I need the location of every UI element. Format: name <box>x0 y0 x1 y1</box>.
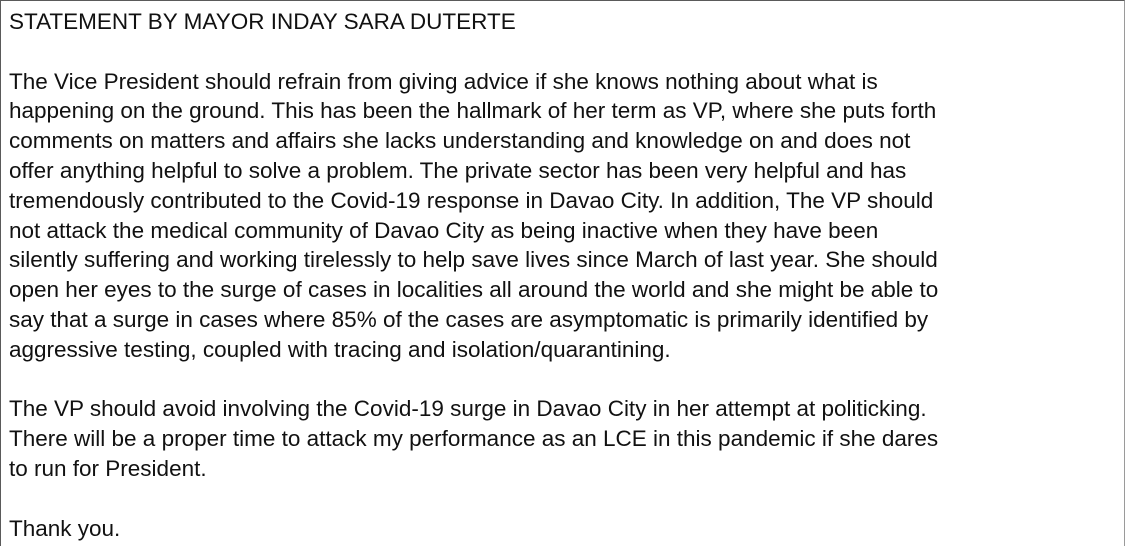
paragraph-spacer <box>9 37 1114 67</box>
statement-paragraph-2: The VP should avoid involving the Covid-19 surge in Davao City in her attempt at politicking. There will be a proper time to attack my performance as an LCE in this pandemic if she dares to run for President. <box>9 396 939 481</box>
statement-document <box>9 7 1114 543</box>
paragraph-spacer <box>9 365 1114 395</box>
statement-closing: Thank you. <box>9 515 121 541</box>
statement-title: STATEMENT BY MAYOR INDAY SARA DUTERTE <box>9 9 516 34</box>
paragraph-spacer <box>9 484 1114 514</box>
statement-paragraph-1: The Vice President should refrain from giving advice if she knows nothing about what is happening on the ground. This has been the hallmark of her term as VP, where she puts forth comments on matters and affairs she lacks understanding and knowledge on and does not offer anything helpful to solve a problem. The private sector has been very helpful and has tremendously contributed to the Covid-19 response in Davao City. In addition, The VP should not attack the medical community of Davao City as being inactive when they have been silently suffering and working tirelessly to help save lives since March of last year. She should open her eyes to the surge of cases in localities all around the world and she might be able to say that a surge in cases where 85% of the cases are asymptomatic is primarily identified by aggressive testing, coupled with tracing and isolation/quarantining. <box>9 68 939 362</box>
